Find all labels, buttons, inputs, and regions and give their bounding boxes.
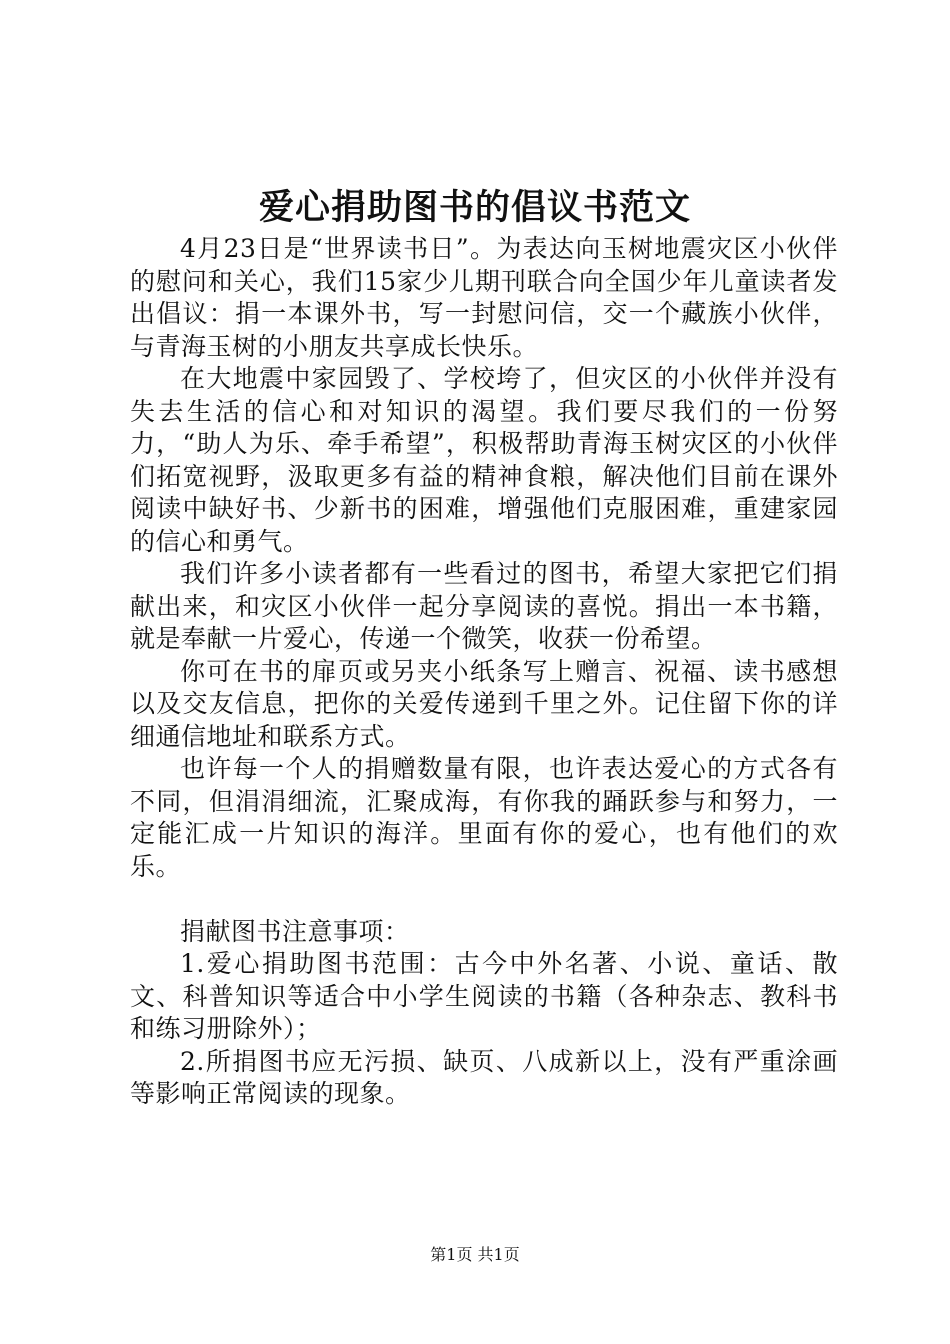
blank-line <box>130 883 838 916</box>
note-item: 1.爱心捐助图书范围：古今中外名著、小说、童话、散文、科普知识等适合中小学生阅读的书籍（各种杂志、教科书和练习册除外）； <box>130 949 838 1043</box>
paragraph: 我们许多小读者都有一些看过的图书，希望大家把它们捐献出来，和灾区小伙伴一起分享阅读的喜悦。捐出一本书籍，就是奉献一片爱心，传递一个微笑，收获一份希望。 <box>130 559 838 653</box>
paragraph: 你可在书的扉页或另夹小纸条写上赠言、祝福、读书感想以及交友信息，把你的关爱传递到千里之外。记住留下你的详细通信地址和联系方式。 <box>130 656 838 751</box>
page-number-footer: 第1页 共1页 <box>430 1245 520 1264</box>
document-title: 爱心捐助图书的倡议书范文 <box>258 187 691 228</box>
notes-heading: 捐献图书注意事项： <box>180 916 410 946</box>
paragraph: 4月23日是“世界读书日”。为表达向玉树地震灾区小伙伴的慰问和关心，我们15家少儿期刊联合向全国少年儿童读者发出倡议：捐一本课外书，写一封慰问信，交一个藏族小伙伴，与青海玉树的小朋友共享成长快乐。 <box>130 234 838 361</box>
note-item: 2.所捐图书应无污损、缺页、八成新以上，没有严重涂画等影响正常阅读的现象。 <box>130 1046 838 1108</box>
document-body <box>130 233 838 1111</box>
paragraph: 在大地震中家园毁了、学校垮了，但灾区的小伙伴并没有失去生活的信心和对知识的渴望。我们要尽我们的一份努力，“助人为乐、牵手希望”，积极帮助青海玉树灾区的小伙伴们拓宽视野，汲取更多有益的精神食粮，解决他们目前在课外阅读中缺好书、少新书的困难，增强他们克服困难，重建家园的信心和勇气。 <box>130 364 838 556</box>
paragraph: 也许每一个人的捐赠数量有限，也许表达爱心的方式各有不同，但涓涓细流，汇聚成海，有你我的踊跃参与和努力，一定能汇成一片知识的海洋。里面有你的爱心，也有他们的欢乐。 <box>130 754 838 881</box>
